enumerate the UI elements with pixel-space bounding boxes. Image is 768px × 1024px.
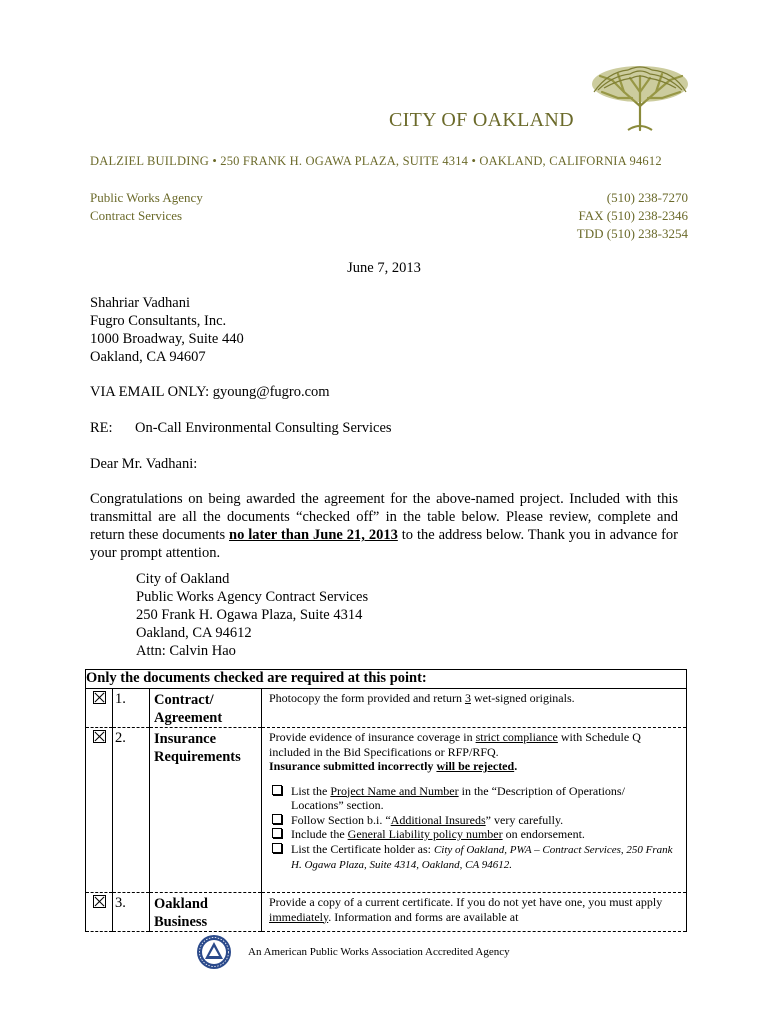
checked-box-icon	[93, 730, 106, 743]
return-address-attn: Attn: Calvin Hao	[136, 643, 236, 659]
desc-text: Provide evidence of insurance coverage in	[269, 730, 476, 744]
checkbox-cell	[86, 689, 113, 728]
row-title	[150, 689, 262, 728]
row-title-line: Oakland	[154, 896, 208, 912]
warning-underlined: will be rejected	[436, 759, 515, 773]
item-underlined: Project Name and Number	[330, 783, 459, 798]
row-number: 2.	[113, 728, 150, 893]
via-email-line: VIA EMAIL ONLY: gyoung@fugro.com	[90, 384, 330, 400]
item-underlined: Additional Insureds	[390, 812, 486, 827]
desc-text: Provide a copy of a current certificate. If you do not yet have one, you must apply	[269, 895, 663, 909]
recipient-city: Oakland, CA 94607	[90, 349, 206, 365]
checked-box-icon	[93, 691, 106, 704]
return-address-line: City of Oakland	[136, 571, 230, 587]
letterhead-address: DALZIEL BUILDING • 250 FRANK H. OGAWA PLAZA, SUITE 4314 • OAKLAND, CALIFORNIA 94612	[90, 154, 662, 168]
row-title-line: Agreement	[154, 710, 223, 726]
paragraph-end: to the address below. Thank you in advance for your prompt attention.	[90, 527, 678, 561]
salutation: Dear Mr. Vadhani:	[90, 456, 198, 472]
item-text: List the	[291, 783, 331, 798]
list-item	[269, 813, 680, 828]
body-paragraph	[90, 490, 678, 562]
unchecked-box-icon	[272, 785, 282, 795]
row-description	[262, 728, 687, 893]
row-title-line: Contract/	[154, 692, 214, 708]
list-item	[269, 842, 680, 873]
row-number: 3.	[113, 893, 150, 932]
desc-underlined: strict compliance	[475, 730, 558, 744]
paragraph-start: Congratulations on being awarded the agreement for the above-named project. Included with this transmittal are all the documents “checked off” in the table below. Please review, complete and return these documents	[90, 491, 678, 543]
table-header-row	[86, 670, 687, 689]
desc-underlined: immediately	[269, 909, 329, 924]
desc-text: . Information and forms are available at	[328, 909, 519, 924]
item-text: List the Certificate holder as:	[291, 841, 434, 856]
re-line	[90, 419, 392, 437]
phone-block	[577, 189, 688, 243]
row-title	[150, 728, 262, 893]
row-description	[262, 893, 687, 932]
apwa-seal-icon	[196, 934, 232, 970]
division-name: Contract Services	[90, 208, 183, 223]
item-text: Include the	[291, 827, 348, 841]
table-header: Only the documents checked are required at this point:	[86, 670, 687, 689]
row-number: 1.	[113, 689, 150, 728]
recipient-company: Fugro Consultants, Inc.	[90, 313, 227, 329]
deadline-text: no later than June 21, 2013	[229, 527, 398, 543]
warning-text: .	[514, 759, 518, 773]
list-item	[269, 827, 680, 842]
agency-name: Public Works Agency	[90, 190, 203, 205]
return-address-line: 250 Frank H. Ogawa Plaza, Suite 4314	[136, 607, 363, 623]
warning-text: Insurance submitted incorrectly	[269, 759, 437, 773]
item-text: on endorsement.	[502, 827, 585, 841]
recipient-address	[90, 294, 244, 366]
recipient-name: Shahriar Vadhani	[90, 295, 190, 311]
row-description	[262, 689, 687, 728]
fax-number: FAX (510) 238-2346	[578, 208, 688, 223]
unchecked-box-icon	[272, 828, 282, 838]
desc-text: wet-signed originals.	[470, 691, 575, 705]
table-row	[86, 689, 687, 728]
city-name: CITY OF OAKLAND	[389, 109, 574, 131]
table-row	[86, 893, 687, 932]
desc-text: Photocopy the form provided and return	[269, 691, 465, 705]
list-item	[269, 784, 680, 813]
checked-box-icon	[93, 895, 106, 908]
desc-underlined: 3	[464, 691, 471, 705]
return-address-line: Oakland, CA 94612	[136, 625, 252, 641]
rejection-warning	[269, 759, 680, 774]
unchecked-box-icon	[272, 843, 282, 853]
item-text: Follow Section b.i. “	[291, 812, 391, 827]
row-title	[150, 893, 262, 932]
item-underlined: General Liability policy number	[347, 827, 503, 841]
item-text: in the “Description of Operations/ Locations” section.	[291, 783, 625, 812]
item-text: ” very carefully.	[485, 812, 564, 827]
checkbox-cell	[86, 728, 113, 893]
row-title-line: Insurance	[154, 731, 217, 747]
return-address-line: Public Works Agency Contract Services	[136, 589, 369, 605]
return-address	[136, 570, 368, 660]
recipient-street: 1000 Broadway, Suite 440	[90, 331, 244, 347]
unchecked-box-icon	[272, 814, 282, 824]
row-title-line: Requirements	[154, 749, 241, 765]
oak-tree-icon	[588, 62, 692, 132]
table-row	[86, 728, 687, 893]
re-label: RE:	[90, 420, 113, 436]
tdd-number: TDD (510) 238-3254	[576, 226, 688, 241]
row-title-line: Business	[154, 914, 208, 930]
item-italic: City of Oakland, PWA – Contract Services, 250 Frank H. Ogawa Plaza, Suite 4314, Oakland, CA 94612.	[291, 843, 673, 871]
checkbox-cell	[86, 893, 113, 932]
footer-text: An American Public Works Association Accredited Agency	[248, 946, 510, 958]
letter-date: June 7, 2013	[347, 260, 421, 276]
documents-table	[85, 669, 687, 932]
re-subject: On-Call Environmental Consulting Services	[135, 420, 392, 436]
phone-number: (510) 238-7270	[606, 190, 688, 205]
desc-text: with Schedule Q included in the Bid Specifications or RFP/RFQ.	[269, 730, 641, 759]
insurance-checklist	[269, 784, 680, 873]
agency-block	[90, 189, 203, 225]
